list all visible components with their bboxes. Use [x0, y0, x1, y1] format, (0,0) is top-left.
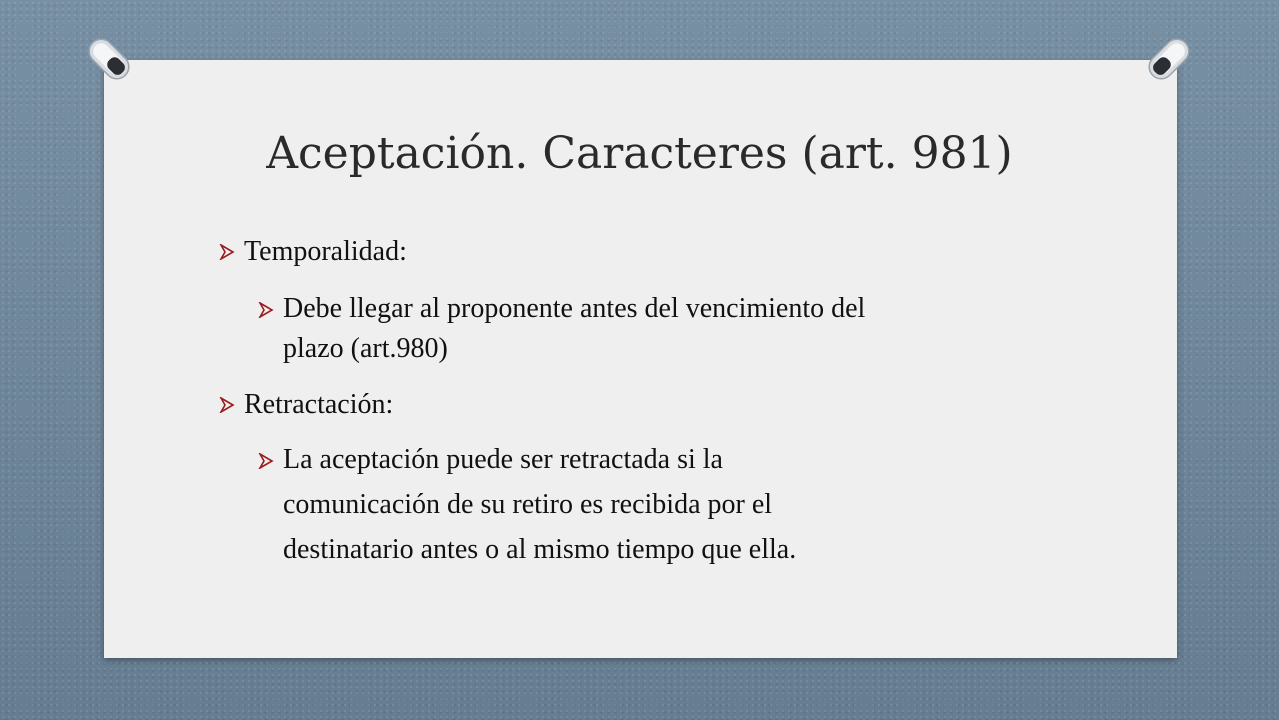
bullet-item-retractacion: [244, 387, 393, 423]
pin-left-icon: [80, 30, 138, 88]
bullet-line: La aceptación puede ser retractada si la: [283, 444, 723, 475]
bullet-line: [283, 290, 866, 328]
bullet-text: Temporalidad:: [244, 236, 407, 267]
arrow-chevron-icon: [219, 397, 235, 413]
bullet-subitem-aceptacion: [283, 441, 796, 569]
bullet-line: plazo (art.980): [283, 333, 448, 364]
bullet-item-temporalidad: [244, 234, 407, 270]
arrow-chevron-icon: [219, 244, 235, 260]
arrow-chevron-icon: [258, 453, 274, 469]
bullet-subitem-plazo: [283, 290, 866, 368]
bullet-line: comunicación de su retiro es recibida por el: [283, 489, 773, 520]
arrow-chevron-icon: [258, 302, 274, 318]
slide-title: Aceptación. Caracteres (art. 981): [266, 128, 1013, 179]
pin-right-icon: [1140, 30, 1198, 88]
bullet-line: destinatario antes o al mismo tiempo que ella.: [283, 534, 797, 565]
bullet-text: Retractación:: [244, 389, 394, 420]
bullet-line-text: Debe llegar al proponente antes del vencimiento del: [283, 293, 866, 324]
